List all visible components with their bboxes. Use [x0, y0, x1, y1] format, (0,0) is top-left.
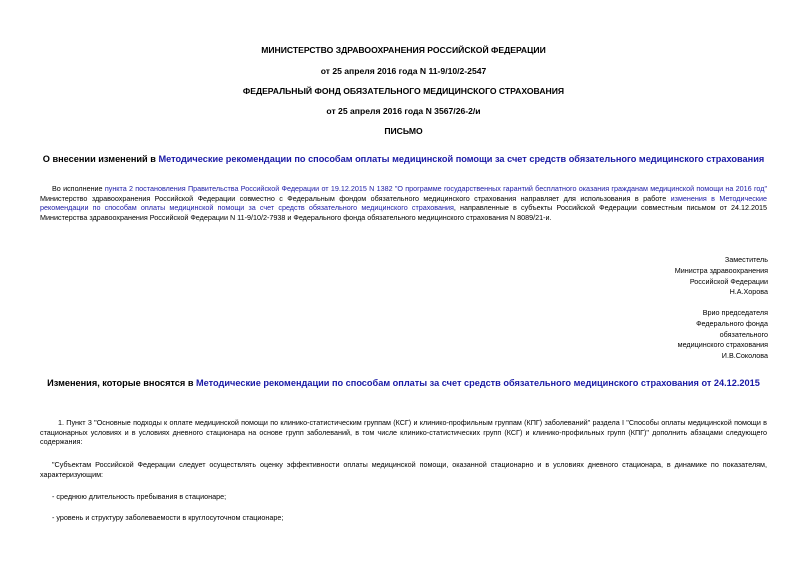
letter-subject: [0, 154, 807, 164]
document-type: ПИСЬМО: [384, 126, 423, 136]
signatory-name: И.В.Соколова: [721, 351, 768, 361]
fund-letter-date: от 25 апреля 2016 года N 3567/26-2/и: [326, 106, 481, 116]
subject-prefix: О внесении изменений в: [42, 154, 159, 164]
signature-deputy-minister: [675, 255, 768, 298]
intro-text-1: Во исполнение: [52, 184, 105, 193]
resolution-link[interactable]: пункта 2 постановления Правительства Российской Федерации от 19.12.2015 N 1382 "О программе государственных гарантий бесплатного оказания гражданам медицинской помощи на 2016 год": [104, 184, 767, 193]
ministry-name: МИНИСТЕРСТВО ЗДРАВООХРАНЕНИЯ РОССИЙСКОЙ ФЕДЕРАЦИИ: [261, 45, 546, 55]
signature-line: Российской Федерации: [689, 276, 768, 286]
fund-name: ФЕДЕРАЛЬНЫЙ ФОНД ОБЯЗАТЕЛЬНОГО МЕДИЦИНСКОГО СТРАХОВАНИЯ: [242, 86, 565, 96]
list-item: - среднюю длительность пребывания в стационаре;: [52, 492, 227, 501]
changes-title: [0, 378, 807, 388]
signature-line: Заместитель: [724, 255, 768, 264]
changes-title-prefix: Изменения, которые вносятся в: [47, 378, 197, 388]
changes-link[interactable]: изменения в Методические рекомендации по способам оплаты медицинской помощи за счет средств обязательного медицинского страхования: [40, 193, 767, 213]
subject-link[interactable]: Методические рекомендации по способам оплаты медицинской помощи за счет средств обязательного медицинского страхования: [158, 154, 765, 164]
change-paragraph-2: "Субъектам Российской Федерации следует осуществлять оценку эффективности оплаты медицинской помощи, оказанной стационарно и в условиях дневного стационара, в динамике по показателям, характеризующим:: [40, 460, 767, 479]
changes-title-link[interactable]: Методические рекомендации по способам оплаты за счет средств обязательного медицинского страхования от 24.12.2015: [196, 378, 760, 388]
list-item: - уровень и структуру заболеваемости в круглосуточном стационаре;: [52, 513, 284, 522]
intro-paragraph: [40, 184, 767, 222]
signature-line: Врио председателя: [702, 308, 768, 317]
signature-line: обязательного: [719, 329, 768, 339]
intro-text-2: Министерство здравоохранения Российской Федерации совместно с Федеральным фондом обязательного медицинского страхования направляет для использования в работе: [40, 193, 671, 203]
intro-text-3: , направленные в субъекты Российской Федерации совместным письмом от 24.12.2015 Министерства здравоохранения Российской Федерации N 11-9/10/2-7938 и Федерального фонда обязательного медицинского страхования N 8089/21-и.: [40, 203, 768, 222]
signature-line: медицинского страхования: [677, 340, 768, 350]
signature-line: Министра здравоохранения: [674, 265, 768, 275]
ministry-letter-date: от 25 апреля 2016 года N 11-9/10/2-2547: [320, 66, 487, 76]
signature-line: Федерального фонда: [696, 318, 768, 328]
signature-fund-chairman: [678, 308, 768, 362]
change-paragraph-1: 1. Пункт 3 "Основные подходы к оплате медицинской помощи по клинико-статистическим группам (КСГ) и клинико-профильным группам (КПГ) заболеваний" раздела I "Способы оплаты медицинской помощи в стационарных условиях и в условиях дневного стационара на основе групп заболеваний, в том числе клинико-статистических групп (КСГ) и клинико-профильных групп (КПГ)" дополнить абзацами следующего содержания:: [40, 418, 767, 447]
signatory-name: Н.А.Хорова: [729, 287, 768, 297]
